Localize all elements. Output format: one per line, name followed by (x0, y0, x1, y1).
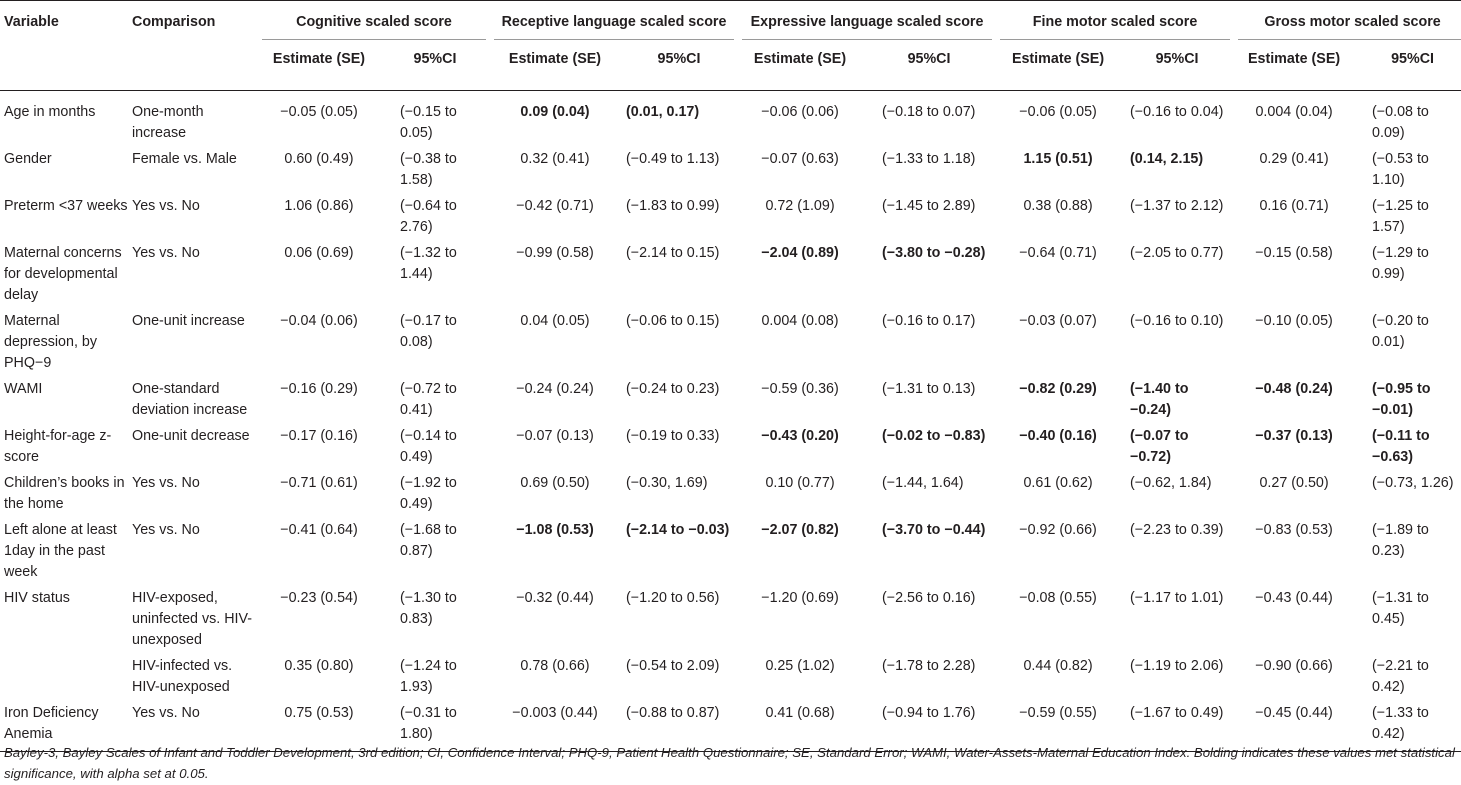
cell-estimate: −0.08 (0.55) (1019, 589, 1097, 606)
table-row (0, 378, 1461, 425)
cell-estimate: 0.44 (0.82) (1023, 657, 1093, 674)
header-group (738, 1, 996, 41)
header-variable: Variable (4, 14, 59, 30)
cell-estimate: −0.82 (0.29) (1019, 380, 1097, 397)
cell-ci: (−1.40 to −0.24) (1130, 380, 1189, 418)
cell-variable: Gender (4, 150, 52, 167)
cell-ci: (−1.89 to 0.23) (1372, 521, 1429, 559)
cell-estimate: 0.06 (0.69) (284, 244, 354, 261)
cell-estimate: −0.23 (0.54) (280, 589, 358, 606)
cell-ci: (−0.17 to 0.08) (400, 312, 457, 350)
table-row (0, 195, 1461, 242)
cell-estimate: 0.32 (0.41) (520, 150, 590, 167)
cell-comparison: One-standard deviation increase (132, 380, 248, 418)
cell-ci: (−1.45 to 2.89) (882, 197, 976, 214)
cell-estimate: −0.41 (0.64) (280, 521, 358, 538)
cell-ci: (−0.07 to −0.72) (1130, 427, 1189, 465)
cell-ci: (−1.17 to 1.01) (1130, 589, 1224, 606)
cell-ci: (−0.53 to 1.10) (1372, 150, 1429, 188)
cell-ci: (−0.06 to 0.15) (626, 312, 720, 329)
table-row (0, 90, 1461, 148)
cell-estimate: −0.17 (0.16) (280, 427, 358, 444)
cell-ci: (−1.25 to 1.57) (1372, 197, 1429, 235)
table-row (0, 519, 1461, 587)
cell-estimate: 0.16 (0.71) (1259, 197, 1329, 214)
cell-estimate: −0.99 (0.58) (516, 244, 594, 261)
cell-estimate: 0.69 (0.50) (520, 474, 590, 491)
header-ci: 95%CI (657, 51, 701, 67)
cell-comparison: HIV-infected vs. HIV-unexposed (132, 657, 233, 695)
cell-estimate: −0.90 (0.66) (1255, 657, 1333, 674)
cell-ci: (−0.24 to 0.23) (626, 380, 720, 397)
cell-ci: (−0.15 to 0.05) (400, 103, 457, 141)
cell-estimate: 0.75 (0.53) (284, 704, 354, 721)
cell-ci: (−1.32 to 1.44) (400, 244, 457, 282)
table-row (0, 242, 1461, 310)
header-row-groups (0, 1, 1461, 41)
cell-estimate: −0.59 (0.36) (761, 380, 839, 397)
cell-estimate: −1.20 (0.69) (761, 589, 839, 606)
cell-estimate: −0.43 (0.44) (1255, 589, 1333, 606)
header-estimate: Estimate (SE) (508, 51, 602, 67)
cell-ci: (−0.73, 1.26) (1372, 474, 1454, 491)
cell-estimate: −0.06 (0.05) (1019, 103, 1097, 120)
cell-estimate: −0.003 (0.44) (512, 704, 598, 721)
cell-estimate: 0.61 (0.62) (1023, 474, 1093, 491)
cell-estimate: −1.08 (0.53) (516, 521, 594, 538)
cell-comparison: Female vs. Male (132, 150, 237, 167)
cell-estimate: −0.40 (0.16) (1019, 427, 1097, 444)
cell-ci: (−3.70 to −0.44) (882, 521, 986, 538)
header-group (258, 1, 490, 41)
header-group (1234, 1, 1461, 41)
cell-ci: (−0.20 to 0.01) (1372, 312, 1429, 350)
table-footnote: Bayley-3, Bayley Scales of Infant and Toddler Development, 3rd edition; CI, Confidence Interval; PHQ-9, Patient Health Questionnaire; SE, Standard Error; WAMI, Water-Assets-Maternal Education Index. Bolding indicates these values met statistical significance, with alpha set at 0.05. (4, 745, 1455, 781)
cell-comparison: Yes vs. No (132, 521, 200, 538)
cell-estimate: −0.07 (0.63) (761, 150, 839, 167)
cell-estimate: 0.25 (1.02) (765, 657, 835, 674)
cell-estimate: 0.09 (0.04) (520, 103, 590, 120)
header-comparison: Comparison (132, 14, 216, 30)
cell-variable: Left alone at least 1day in the past week (4, 521, 117, 580)
table-row (0, 587, 1461, 655)
cell-ci: (−2.14 to −0.03) (626, 521, 730, 538)
cell-comparison: HIV-exposed, uninfected vs. HIV-unexposed (132, 589, 252, 648)
cell-ci: (−1.31 to 0.45) (1372, 589, 1429, 627)
cell-estimate: 0.004 (0.08) (761, 312, 839, 329)
cell-ci: (−0.38 to 1.58) (400, 150, 457, 188)
cell-estimate: 1.15 (0.51) (1023, 150, 1093, 167)
cell-ci: (−0.95 to −0.01) (1372, 380, 1431, 418)
cell-ci: (−0.31 to 1.80) (400, 704, 457, 742)
header-ci: 95%CI (907, 51, 951, 67)
table-row (0, 472, 1461, 519)
cell-ci: (−0.88 to 0.87) (626, 704, 720, 721)
table-body (0, 90, 1461, 751)
table-row (0, 310, 1461, 378)
cell-estimate: −0.64 (0.71) (1019, 244, 1097, 261)
header-ci: 95%CI (1391, 51, 1434, 67)
cell-estimate: −0.45 (0.44) (1255, 704, 1333, 721)
table-row (0, 655, 1461, 702)
cell-estimate: −0.10 (0.05) (1255, 312, 1333, 329)
cell-estimate: −0.59 (0.55) (1019, 704, 1097, 721)
cell-ci: (−1.24 to 1.93) (400, 657, 457, 695)
cell-comparison: Yes vs. No (132, 474, 200, 491)
cell-ci: (−1.92 to 0.49) (400, 474, 457, 512)
cell-estimate: 0.35 (0.80) (284, 657, 354, 674)
header-group-label: Expressive language scaled score (742, 12, 992, 40)
cell-estimate: −0.37 (0.13) (1255, 427, 1333, 444)
cell-ci: (−1.29 to 0.99) (1372, 244, 1429, 282)
header-group-label: Cognitive scaled score (262, 12, 486, 40)
cell-comparison: Yes vs. No (132, 244, 200, 261)
cell-comparison: One-unit decrease (132, 427, 250, 444)
cell-variable: HIV status (4, 589, 70, 606)
cell-ci: (−1.67 to 0.49) (1130, 704, 1224, 721)
cell-estimate: 0.60 (0.49) (284, 150, 354, 167)
header-group (996, 1, 1234, 41)
cell-ci: (0.14, 2.15) (1130, 150, 1204, 167)
cell-estimate: 0.29 (0.41) (1259, 150, 1329, 167)
cell-ci: (−0.19 to 0.33) (626, 427, 720, 444)
cell-estimate: −0.03 (0.07) (1019, 312, 1097, 329)
cell-ci: (−0.14 to 0.49) (400, 427, 457, 465)
header-estimate: Estimate (SE) (1011, 51, 1105, 67)
cell-comparison: Yes vs. No (132, 197, 200, 214)
cell-estimate: 0.004 (0.04) (1255, 103, 1333, 120)
header-group-label: Receptive language scaled score (494, 12, 734, 40)
cell-estimate: −0.05 (0.05) (280, 103, 358, 120)
table-row (0, 148, 1461, 195)
cell-ci: (−2.21 to 0.42) (1372, 657, 1429, 695)
cell-variable: Iron Deficiency Anemia (4, 704, 99, 742)
cell-ci: (−2.56 to 0.16) (882, 589, 976, 606)
header-estimate: Estimate (SE) (272, 51, 366, 67)
header-ci: 95%CI (413, 51, 457, 67)
cell-estimate: −0.04 (0.06) (280, 312, 358, 329)
cell-estimate: −0.16 (0.29) (280, 380, 358, 397)
cell-estimate: −0.71 (0.61) (280, 474, 358, 491)
cell-estimate: 0.38 (0.88) (1023, 197, 1093, 214)
cell-ci: (−3.80 to −0.28) (882, 244, 986, 261)
table-row (0, 425, 1461, 472)
cell-ci: (−0.16 to 0.17) (882, 312, 976, 329)
cell-ci: (−1.19 to 2.06) (1130, 657, 1224, 674)
cell-ci: (−1.44, 1.64) (882, 474, 964, 491)
cell-ci: (−0.16 to 0.10) (1130, 312, 1224, 329)
header-ci: 95%CI (1155, 51, 1199, 67)
cell-estimate: −0.06 (0.06) (761, 103, 839, 120)
cell-variable: Maternal depression, by PHQ−9 (4, 312, 97, 371)
header-group (490, 1, 738, 41)
cell-ci: (−2.05 to 0.77) (1130, 244, 1224, 261)
cell-ci: (−0.54 to 2.09) (626, 657, 720, 674)
cell-ci: (−0.16 to 0.04) (1130, 103, 1224, 120)
cell-estimate: 0.78 (0.66) (520, 657, 590, 674)
cell-ci: (−1.33 to 0.42) (1372, 704, 1429, 742)
cell-variable: Height-for-age z-score (4, 427, 112, 465)
cell-ci: (−0.11 to −0.63) (1372, 427, 1430, 465)
cell-estimate: 0.10 (0.77) (765, 474, 835, 491)
cell-estimate: −0.92 (0.66) (1019, 521, 1097, 538)
header-group-label: Fine motor scaled score (1000, 12, 1230, 40)
cell-estimate: 0.41 (0.68) (765, 704, 835, 721)
cell-ci: (−0.08 to 0.09) (1372, 103, 1429, 141)
cell-comparison: Yes vs. No (132, 704, 200, 721)
cell-estimate: −2.04 (0.89) (761, 244, 839, 261)
cell-ci: (−2.14 to 0.15) (626, 244, 720, 261)
cell-variable: Preterm <37 weeks (4, 197, 128, 214)
cell-estimate: 0.27 (0.50) (1259, 474, 1329, 491)
cell-estimate: −0.24 (0.24) (516, 380, 594, 397)
header-group-label: Gross motor scaled score (1238, 12, 1461, 40)
cell-ci: (−2.23 to 0.39) (1130, 521, 1224, 538)
cell-ci: (−0.18 to 0.07) (882, 103, 976, 120)
header-estimate: Estimate (SE) (753, 51, 847, 67)
cell-ci: (−0.72 to 0.41) (400, 380, 457, 418)
cell-ci: (−1.33 to 1.18) (882, 150, 976, 167)
cell-estimate: −0.43 (0.20) (761, 427, 839, 444)
cell-estimate: −0.48 (0.24) (1255, 380, 1333, 397)
cell-comparison: One-unit increase (132, 312, 245, 329)
cell-ci: (0.01, 0.17) (626, 103, 700, 120)
cell-variable: Maternal concerns for developmental delay (4, 244, 122, 303)
cell-ci: (−0.49 to 1.13) (626, 150, 720, 167)
cell-variable: Age in months (4, 103, 96, 120)
cell-ci: (−1.83 to 0.99) (626, 197, 720, 214)
cell-ci: (−1.20 to 0.56) (626, 589, 720, 606)
cell-ci: (−1.37 to 2.12) (1130, 197, 1224, 214)
cell-ci: (−0.30, 1.69) (626, 474, 708, 491)
cell-ci: (−1.78 to 2.28) (882, 657, 976, 674)
cell-estimate: −0.15 (0.58) (1255, 244, 1333, 261)
cell-estimate: 0.04 (0.05) (520, 312, 590, 329)
cell-estimate: −0.83 (0.53) (1255, 521, 1333, 538)
cell-estimate: −0.32 (0.44) (516, 589, 594, 606)
cell-variable: WAMI (4, 380, 43, 397)
cell-comparison: One-month increase (132, 103, 204, 141)
cell-variable: Children’s books in the home (4, 474, 125, 512)
cell-estimate: −0.42 (0.71) (516, 197, 594, 214)
cell-variable (0, 655, 128, 702)
cell-ci: (−0.64 to 2.76) (400, 197, 457, 235)
cell-estimate: −2.07 (0.82) (761, 521, 839, 538)
cell-ci: (−1.31 to 0.13) (882, 380, 976, 397)
cell-ci: (−1.68 to 0.87) (400, 521, 457, 559)
cell-ci: (−0.62, 1.84) (1130, 474, 1212, 491)
cell-estimate: −0.07 (0.13) (516, 427, 594, 444)
cell-estimate: 1.06 (0.86) (284, 197, 354, 214)
cell-estimate: 0.72 (1.09) (765, 197, 835, 214)
header-estimate: Estimate (SE) (1247, 51, 1341, 67)
cell-ci: (−0.94 to 1.76) (882, 704, 976, 721)
cell-ci: (−0.02 to −0.83) (882, 427, 986, 444)
cell-ci: (−1.30 to 0.83) (400, 589, 457, 627)
